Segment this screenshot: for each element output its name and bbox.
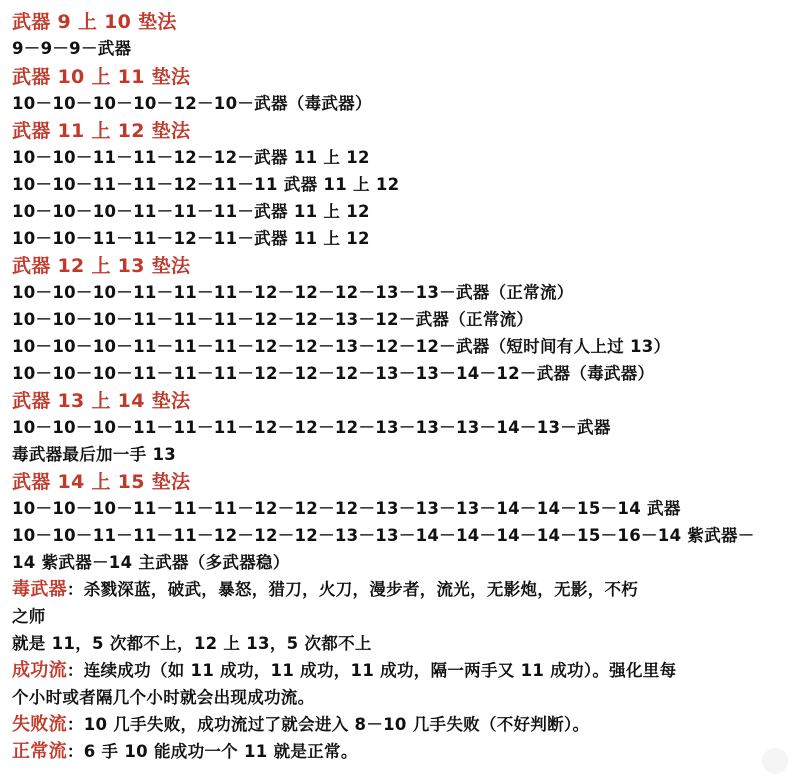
recipe-line: 10－10－10－11－11－11－武器 11 上 12 bbox=[12, 202, 370, 221]
section-heading-14-to-15: 武器 14 上 15 垫法 bbox=[12, 471, 191, 493]
normal-streak-note bbox=[12, 740, 358, 764]
recipe-line: 9－9－9－武器 bbox=[12, 39, 132, 58]
recipe-line: 14 紫武器－14 主武器（多武器稳） bbox=[12, 553, 290, 572]
poison-weapon-text: ：杀戮深蓝，破武，暴怒，猎刀，火刀，漫步者，流光，无影炮，无影，不朽 bbox=[66, 580, 639, 599]
recipe-line: 10－10－11－11－12－12－武器 11 上 12 bbox=[12, 148, 370, 167]
recipe-line: 10－10－10－11－11－11－12－12－12－13－13－13－14－14－15－14 武器 bbox=[12, 499, 681, 518]
recipe-line: 10－10－10－11－11－11－12－12－12－13－13－14－12－武器（毒武器） bbox=[12, 364, 655, 383]
section-heading-12-to-13: 武器 12 上 13 垫法 bbox=[12, 255, 191, 277]
success-streak-label: 成功流 bbox=[12, 660, 67, 681]
recipe-line: 10－10－10－11－11－11－12－12－13－12－12－武器（短时间有人上过 13） bbox=[12, 337, 671, 356]
recipe-line: 10－10－10－11－11－11－12－12－12－13－13－13－14－13－武器 bbox=[12, 418, 611, 437]
success-streak-text: ：连续成功（如 11 成功，11 成功，11 成功，隔一两手又 11 成功）。强化里每 bbox=[66, 661, 677, 680]
recipe-line: 10－10－10－10－12－10－武器（毒武器） bbox=[12, 94, 372, 113]
recipe-line: 10－10－11－11－11－12－12－12－13－13－14－14－14－14－15－16－14 紫武器－ bbox=[12, 526, 755, 545]
recipe-note: 毒武器最后加一手 13 bbox=[12, 445, 177, 464]
normal-streak-label: 正常流 bbox=[12, 741, 67, 762]
section-heading-9-to-10: 武器 9 上 10 垫法 bbox=[12, 11, 177, 33]
normal-streak-text: ：6 手 10 能成功一个 11 就是正常。 bbox=[66, 742, 358, 761]
poison-weapon-note bbox=[12, 578, 638, 602]
section-heading-10-to-11: 武器 10 上 11 垫法 bbox=[12, 66, 191, 88]
recipe-line: 10－10－11－11－12－11－武器 11 上 12 bbox=[12, 229, 370, 248]
section-heading-11-to-12: 武器 11 上 12 垫法 bbox=[12, 120, 191, 142]
recipe-line: 10－10－10－11－11－11－12－12－13－12－武器（正常流） bbox=[12, 310, 534, 329]
success-streak-note bbox=[12, 659, 676, 683]
success-streak-note-wrap: 个小时或者隔几个小时就会出现成功流。 bbox=[12, 688, 315, 707]
poison-weapon-label: 毒武器 bbox=[12, 579, 67, 600]
section-heading-13-to-14: 武器 13 上 14 垫法 bbox=[12, 390, 191, 412]
watermark-mark bbox=[762, 748, 788, 774]
poison-weapon-note-wrap: 之师 bbox=[12, 607, 46, 626]
fail-streak-label: 失败流 bbox=[12, 714, 67, 735]
fail-streak-note bbox=[12, 713, 589, 737]
fail-streak-text: ：10 几手失败，成功流过了就会进入 8－10 几手失败（不好判断）。 bbox=[66, 715, 590, 734]
poison-weapon-extra: 就是 11，5 次都不上，12 上 13，5 次都不上 bbox=[12, 634, 372, 653]
recipe-line: 10－10－10－11－11－11－12－12－12－13－13－武器（正常流） bbox=[12, 283, 574, 302]
recipe-line: 10－10－11－11－12－11－11 武器 11 上 12 bbox=[12, 175, 400, 194]
